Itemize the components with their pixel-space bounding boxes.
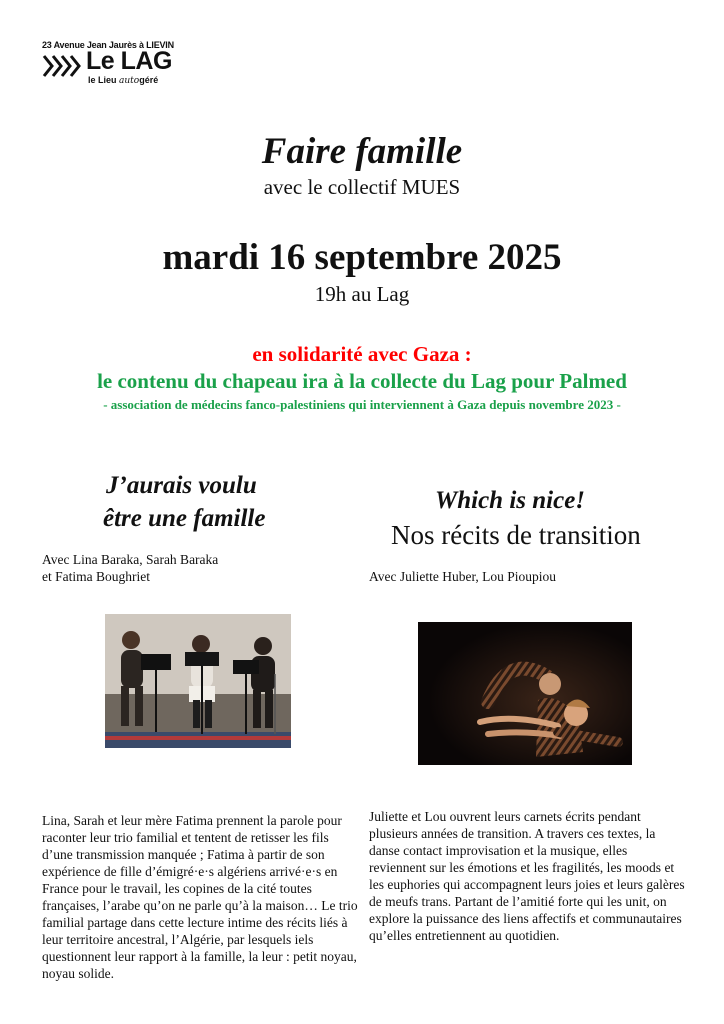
lag-logo	[42, 40, 182, 90]
show1-title-line2: être une famille	[103, 505, 266, 532]
show2-title: Which is nice!	[435, 487, 586, 514]
show2-photo-illustration	[418, 622, 632, 765]
show2-subtitle: Nos récits de transition	[391, 520, 641, 550]
event-time: 19h au Lag	[314, 282, 410, 306]
show1-credits-line1: Avec Lina Baraka, Sarah Baraka	[42, 552, 219, 567]
logo-tagline: le Lieu autogéré	[88, 75, 159, 86]
solidarity-heading: en solidarité avec Gaza :	[252, 342, 472, 366]
logo-name: Le LAG	[86, 47, 172, 75]
show1-title-line1: J’aurais voulu	[106, 472, 257, 499]
chevrons-icon	[42, 53, 88, 79]
show1-credits-line2: et Fatima Boughriet	[42, 569, 150, 584]
show2-description: Juliette et Lou ouvrent leurs carnets écrits pendant plusieurs années de transition. A travers ces textes, la danse contact improvisation et la musique, elles reviennent sur les émotions et les fragilités, les moods et les euphories qui accompagnent leurs joies et leurs galères de meufs trans. Partant de l’amitié forte qui les unit, on explore la puissance des liens affectifs et communautaires qu’elles entretiennent au quotidien.	[369, 809, 685, 943]
show1-description: Lina, Sarah et leur mère Fatima prennent la parole pour raconter leur trio familial et tentent de retisser les fils d’une transmission manquée ; Fatima à partir de son expérience de fille d’émigré·e·s algériens arrivé·e·s en France pour le travail, les copines de la cité toutes françaises, l’arabe qu’on ne parle qu’à la maison… Le trio familial partage dans cette lecture intime des récits liés à leur territoire ancestral, l’Algérie, par lesquels iels questionnent leur rapport à la famille, la leur : petit noyau, noyau solide.	[42, 813, 358, 981]
solidarity-association: - association de médecins fanco-palestiniens qui interviennent à Gaza depuis novembre 2023 -	[103, 397, 621, 412]
show2-photo	[418, 622, 632, 765]
show1-photo	[105, 614, 291, 748]
solidarity-collect: le contenu du chapeau ira à la collecte du Lag pour Palmed	[97, 369, 627, 393]
event-subtitle: avec le collectif MUES	[263, 175, 461, 199]
event-date: mardi 16 septembre 2025	[162, 237, 562, 278]
show2-credits: Avec Juliette Huber, Lou Pioupiou	[369, 569, 557, 584]
show1-photo-illustration	[105, 614, 291, 748]
logo-address: 23 Avenue Jean Jaurès à LIEVIN	[42, 40, 174, 50]
event-title: Faire famille	[261, 131, 463, 172]
